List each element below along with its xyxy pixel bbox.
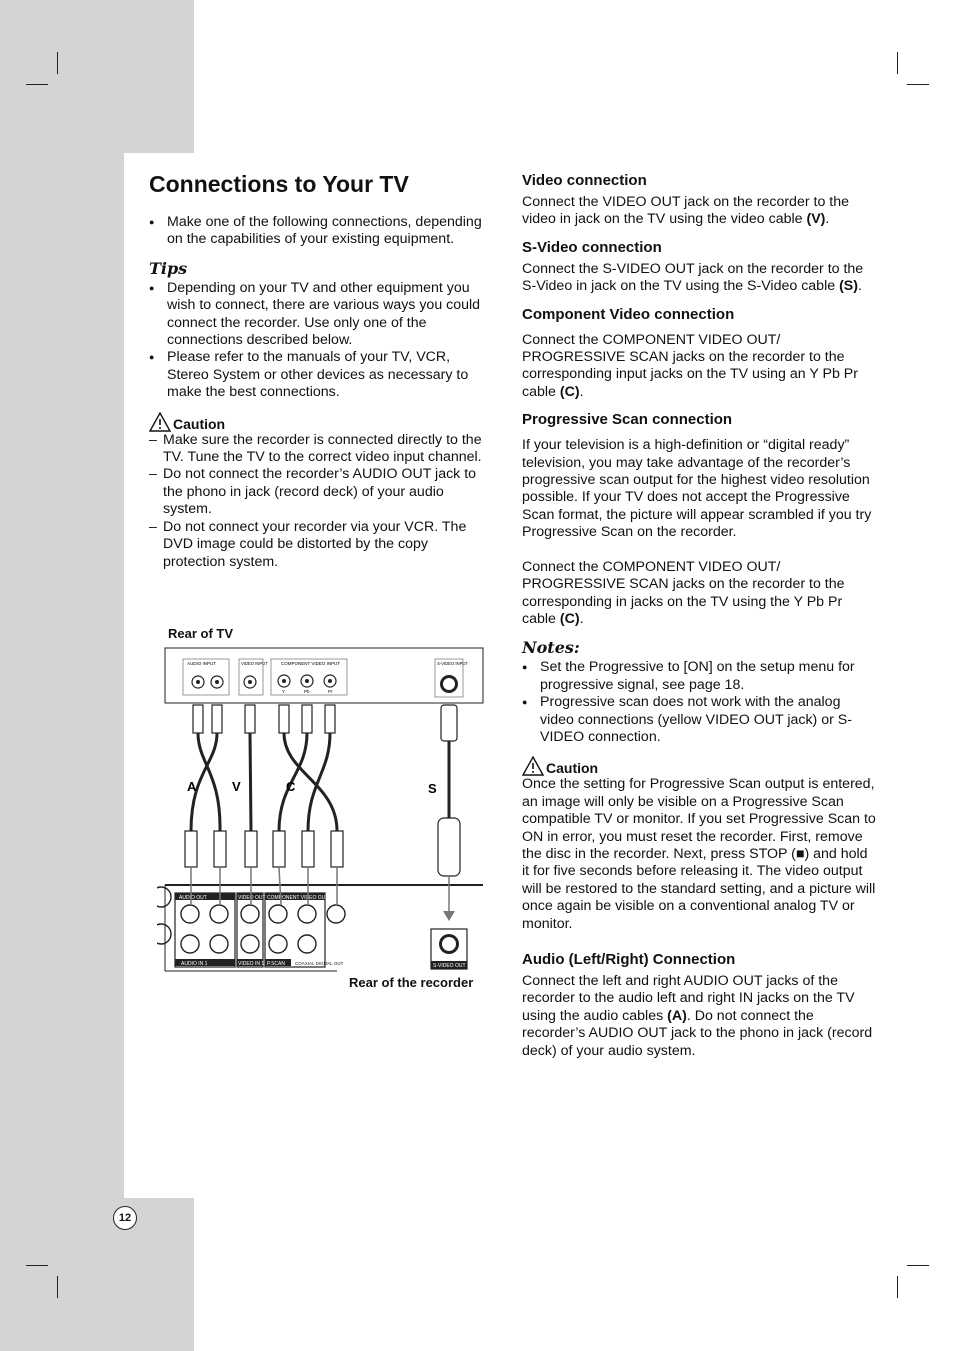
component-letter: Y (282, 689, 286, 694)
recorder-jack-label: VIDEO IN 1 (238, 961, 265, 967)
margin-band-left (0, 153, 124, 1198)
audio-text: Connect the left and right AUDIO OUT jacks of the recorder to the audio left and right IN jacks on the TV using the audio cables (A). Do not connect the recorder’s AUDIO OUT jack to the phono in jack (record deck) of your audio system. (522, 973, 873, 1059)
progressive-text-2: Connect the COMPONENT VIDEO OUT/ PROGRESSIVE SCAN jacks on the recorder to the corresponding in jacks on the TV using the Y Pb Pr cable (C). (522, 558, 845, 627)
right-column (522, 172, 877, 1070)
component-text: Connect the COMPONENT VIDEO OUT/ PROGRESSIVE SCAN jacks on the recorder to the corresponding input jacks on the TV using an Y Pb Pr cable (C). (522, 331, 858, 400)
cable-label: S (428, 781, 437, 796)
crop-mark (57, 52, 58, 74)
crop-mark (26, 84, 48, 85)
tv-jack-label: VIDEO INPUT (241, 661, 268, 666)
recorder-jack-label: AUDIO IN 1 (181, 961, 208, 967)
svideo-text: Connect the S-VIDEO OUT jack on the recorder to the S-Video in jack on the TV using the S-Video cable (S). (522, 260, 864, 295)
intro-bullet: ● Make one of the following connections, depending on the capabilities of your existing equipment. (149, 214, 494, 249)
margin-band-top (0, 0, 194, 153)
tv-jack-label: AUDIO INPUT (187, 661, 217, 666)
component-letter: Pr (328, 689, 333, 694)
caution-heading (522, 756, 877, 776)
recorder-jack-label: AUDIO OUT (179, 895, 207, 901)
progressive-heading: Progressive Scan connection (522, 411, 733, 429)
recorder-jack-label: COMPONENT VIDEO OUT (267, 895, 329, 901)
caution-item: – Make sure the recorder is connected directly to the TV. Tune the TV to the correct video input channel. (149, 432, 494, 467)
rear-recorder-label: Rear of the recorder (349, 975, 474, 990)
component-letter: Pb (304, 689, 310, 694)
cable-label: A (187, 779, 197, 794)
margin-band-bottom (0, 1198, 194, 1351)
cable-label: V (232, 779, 241, 794)
caution-item: – Do not connect your recorder via your VCR. The DVD image could be distorted by the copy protection system. (149, 519, 494, 571)
caution-label: Caution (173, 415, 226, 432)
crop-mark (897, 52, 898, 74)
crop-mark (907, 1265, 929, 1266)
progressive-text: If your television is a high-definition or “digital ready” television, you may take advantage of the recorder’s progressive scan output for the highest video resolution possible. If your TV does not accept the Progressive Scan format, the picture will appear scrambled if you try Progressive Scan on the recorder. (522, 437, 872, 541)
notes-heading: Notes: (522, 638, 580, 658)
tip-item: ● Depending on your TV and other equipment you wish to connect, there are various ways you could connect the recorder. Use only one of the connections described below. (149, 280, 494, 350)
rear-tv-label: Rear of TV (168, 626, 234, 641)
svideo-heading: S-Video connection (522, 238, 662, 256)
cable-label: C (286, 779, 296, 794)
crop-mark (26, 1265, 48, 1266)
video-text: Connect the VIDEO OUT jack on the recorder to the video in jack on the TV using the video cable (V). (522, 194, 849, 228)
crop-mark (907, 84, 929, 85)
tip-item: ● Please refer to the manuals of your TV, VCR, Stereo System or other devices as necessary to make the best connections. (149, 349, 494, 401)
caution-text: Once the setting for Progressive Scan output is entered, an image will only be visible on a Progressive Scan compatible TV or monitor. If you set Progressive Scan to ON in error, you must reset the recorder. First, remove the disc in the recorder. Next, press STOP (■) and hold it for five seconds before releasing it. The video output will be restored to the standard setting, and a picture will once again be visible on a conventional analog TV or monitor. (522, 776, 876, 932)
crop-mark (57, 1276, 58, 1298)
page-number: 12 (113, 1206, 137, 1230)
caution-item: – Do not connect the recorder’s AUDIO OUT jack to the phono in jack (record deck) of your audio system. (149, 466, 494, 518)
note-item: ● Set the Progressive to [ON] on the setup menu for progressive signal, see page 18. (522, 659, 877, 694)
crop-mark (897, 1276, 898, 1298)
recorder-jack-label: P.SCAN (267, 961, 285, 967)
note-item: ● Progressive scan does not work with the analog video connections (yellow VIDEO OUT jack) or S-VIDEO connection. (522, 694, 877, 746)
tv-jack-label: COMPONENT VIDEO INPUT (281, 661, 341, 666)
recorder-jack-label: VIDEO OUT (238, 895, 266, 901)
caution-label: Caution (546, 760, 599, 777)
tips-heading: Tips (149, 258, 188, 278)
component-heading: Component Video connection (522, 305, 735, 323)
connection-diagram (157, 623, 487, 998)
caution-heading (149, 412, 494, 432)
page-title: Connections to Your TV (149, 171, 409, 197)
audio-heading: Audio (Left/Right) Connection (522, 951, 736, 968)
warning-triangle-icon (522, 756, 544, 776)
connection-diagram-drawing (157, 623, 487, 998)
recorder-jack-label: S-VIDEO OUT (433, 963, 466, 969)
tv-jack-label: S-VIDEO INPUT (437, 661, 468, 666)
video-heading: Video connection (522, 172, 647, 189)
recorder-jack-label: COAXIAL DIGITAL OUT (295, 961, 344, 966)
warning-triangle-icon (149, 412, 171, 432)
left-column (149, 170, 494, 571)
